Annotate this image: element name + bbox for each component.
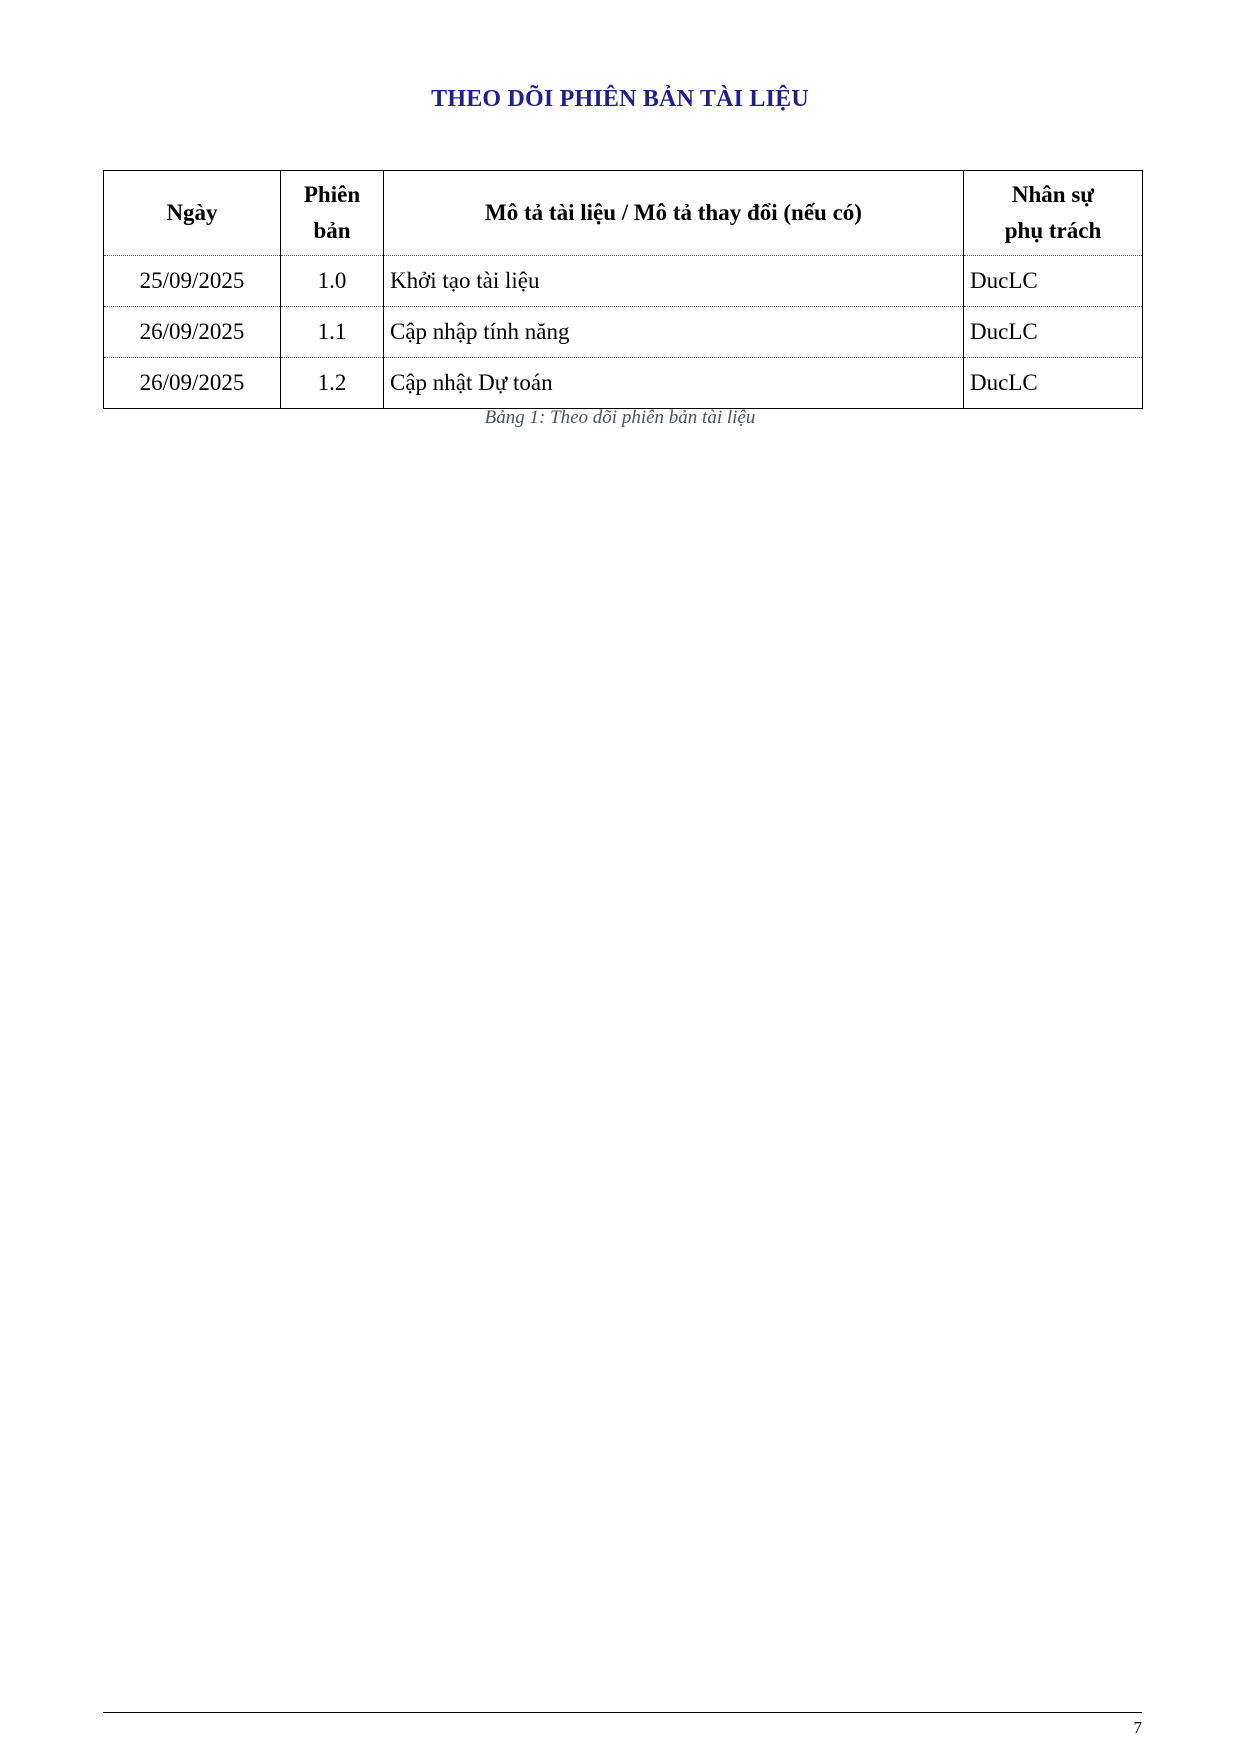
cell-date: 26/09/2025: [104, 307, 281, 358]
table-row: [104, 358, 1143, 409]
header-version-line2: bản: [313, 218, 351, 243]
header-version-line1: Phiên: [303, 182, 361, 207]
cell-owner: DucLC: [964, 307, 1143, 358]
cell-date: 26/09/2025: [104, 358, 281, 409]
cell-owner: DucLC: [964, 256, 1143, 307]
cell-description: Khởi tạo tài liệu: [384, 256, 964, 307]
cell-version: 1.2: [281, 358, 384, 409]
version-history-table: [103, 170, 1143, 409]
page-title: THEO DÕI PHIÊN BẢN TÀI LIỆU: [431, 86, 809, 112]
page-number: 7: [1133, 1718, 1142, 1737]
cell-date: 25/09/2025: [104, 256, 281, 307]
table-caption: Bảng 1: Theo dõi phiên bản tài liệu: [484, 407, 756, 428]
header-owner-line1: Nhân sự: [1011, 182, 1095, 207]
header-date: Ngày: [104, 171, 281, 256]
table-header-row: [104, 171, 1143, 256]
table-row: [104, 256, 1143, 307]
header-version: [281, 171, 384, 256]
cell-owner: DucLC: [964, 358, 1143, 409]
cell-version: 1.1: [281, 307, 384, 358]
table-row: [104, 307, 1143, 358]
header-owner: [964, 171, 1143, 256]
footer-divider: [103, 1712, 1142, 1713]
cell-version: 1.0: [281, 256, 384, 307]
header-owner-line2: phụ trách: [1004, 218, 1102, 243]
header-description: Mô tả tài liệu / Mô tả thay đổi (nếu có): [384, 171, 964, 256]
cell-description: Cập nhật Dự toán: [384, 358, 964, 409]
cell-description: Cập nhập tính năng: [384, 307, 964, 358]
